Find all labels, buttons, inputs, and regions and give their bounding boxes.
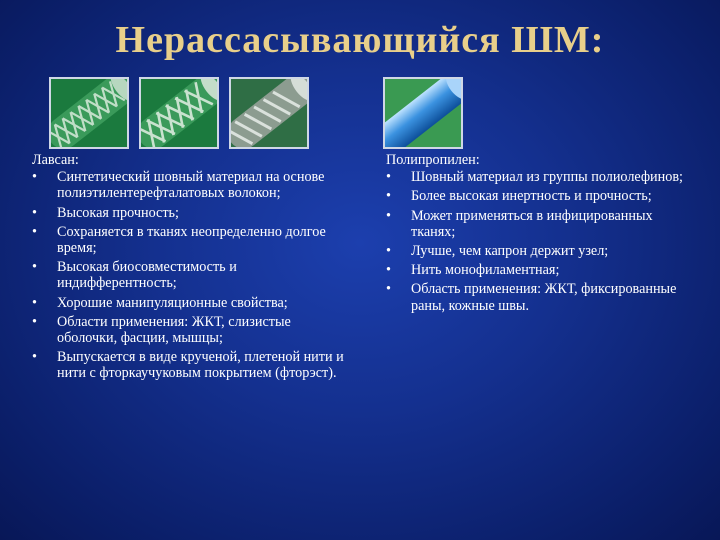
slide-title: Нерассасывающийся ШМ: xyxy=(115,19,605,61)
bullet-icon: • xyxy=(386,188,391,205)
polypropylene-list xyxy=(384,169,694,314)
bullet-icon: • xyxy=(32,259,37,276)
monofilament-thread-image xyxy=(383,77,463,149)
list-item: • Область применения: ЖКТ, фиксированные раны, кожные швы. xyxy=(386,281,677,314)
bullet-icon: • xyxy=(32,204,37,221)
bullet-icon: • xyxy=(386,169,391,186)
list-item: • Может применяться в инфицированных тканях; xyxy=(386,207,653,240)
list-item: • Высокая прочность; xyxy=(32,204,179,221)
list-item: • Хорошие манипуляционные свойства; xyxy=(32,294,288,311)
lavsan-list xyxy=(30,169,352,381)
lavsan-heading: Лавсан: xyxy=(32,152,79,168)
bullet-icon: • xyxy=(32,223,37,240)
bullet-icon: • xyxy=(386,262,391,279)
lavsan-column xyxy=(30,152,352,385)
bullet-icon: • xyxy=(386,243,391,260)
bullet-icon: • xyxy=(32,169,37,186)
bullet-icon: • xyxy=(32,313,37,330)
list-item: • Высокая биосовместимость и индифферентность; xyxy=(32,259,237,292)
list-item: • Лучше, чем капрон держит узел; xyxy=(386,243,609,260)
braided-thread-image-2 xyxy=(139,77,219,149)
bullet-icon: • xyxy=(32,294,37,311)
list-item: • Более высокая инертность и прочность; xyxy=(386,188,652,205)
twisted-thread-image xyxy=(229,77,309,149)
list-item: • Нить монофиламентная; xyxy=(386,262,560,279)
braided-thread-image-1 xyxy=(49,77,129,149)
bullet-icon: • xyxy=(386,281,391,298)
polypropylene-column xyxy=(384,152,694,317)
bullet-icon: • xyxy=(32,349,37,366)
polypropylene-heading: Полипропилен: xyxy=(386,152,480,168)
list-item: • Области применения: ЖКТ, слизистые оболочки, фасции, мышцы; xyxy=(32,313,291,347)
list-item: • Выпускается в виде крученой, плетеной нити и нити с фторкаучуковым покрытием (фторэст). xyxy=(32,349,344,382)
list-item: • Шовный материал из группы полиолефинов; xyxy=(386,169,683,186)
bullet-icon: • xyxy=(386,207,391,224)
list-item: • Синтетический шовный материал на основе полиэтилентерефталатовых волокон; xyxy=(32,169,325,202)
list-item: • Сохраняется в тканях неопределенно долгое время; xyxy=(32,223,326,257)
